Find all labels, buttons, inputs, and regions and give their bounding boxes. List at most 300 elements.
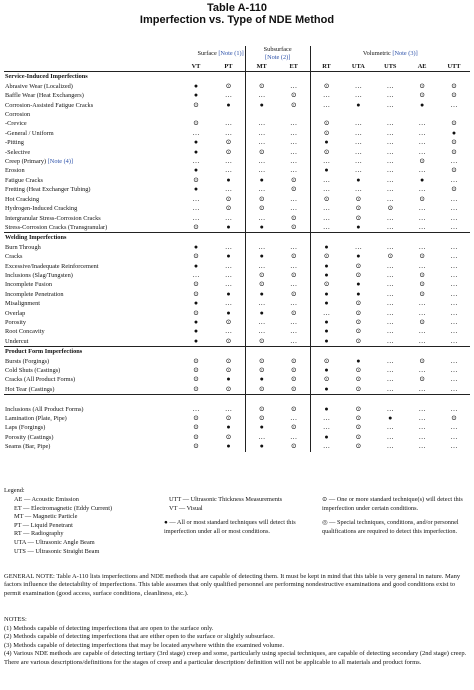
- cell-mt: ●: [245, 101, 278, 110]
- row-label-text: Stress-Corrosion Cracks (Transgranular): [5, 223, 108, 231]
- section-spacer: [374, 72, 406, 82]
- cell-mt: …: [245, 433, 278, 442]
- cell-ae: …: [418, 147, 426, 156]
- cell-uta: ⊙: [355, 336, 362, 345]
- cell-et: ⊙: [290, 442, 297, 451]
- row-label-text: Abrasive Wear (Localized): [5, 82, 73, 90]
- cell-vt: ⊙: [193, 384, 199, 393]
- cell-rt: ⊙: [310, 129, 342, 138]
- cell-utt: …: [450, 280, 458, 289]
- cell-ae: …: [418, 138, 426, 147]
- cell-uts: …: [386, 175, 394, 184]
- cell-uta: ⊙: [355, 432, 362, 441]
- row-label: [4, 385, 180, 395]
- cell-utt: ●: [451, 128, 457, 137]
- cell-vt: ⊙: [193, 308, 199, 317]
- row-label-text: Undercut: [5, 337, 29, 345]
- cell-vt: ⊙: [193, 375, 199, 384]
- row-label-text: Inclusions (All Product Forms): [5, 405, 84, 413]
- notes-list: [4, 625, 470, 667]
- cell-uts: …: [386, 384, 394, 393]
- cell-utt: …: [450, 222, 458, 231]
- cell-ae: …: [418, 432, 426, 441]
- section-spacer: [374, 395, 406, 405]
- row-note: [Note (4)]: [47, 158, 74, 166]
- cell-utt: ⊙: [451, 147, 457, 156]
- cell-et: ⊙: [290, 308, 297, 317]
- cell-et: …: [290, 157, 298, 166]
- table-row: [4, 337, 470, 347]
- row-label: [4, 299, 180, 308]
- table-row: [4, 148, 470, 157]
- cell-rt: ●: [310, 318, 342, 327]
- legend-item: ET — Electromagnetic (Eddy Current): [14, 504, 113, 512]
- general-note: GENERAL NOTE: Table A-110 lists imperfections and NDE methods that are capable of detecting them. It must be kept in mind that this table is very general in nature. Many factors influence the detectability of imperfections. This table assumes that only qualified personnel are performing nondestructive examinations and good conditions exist to permit examination (good access, surface conditions, cleanliness, etc.).: [4, 573, 461, 597]
- legend-item: RT — Radiography: [14, 530, 64, 538]
- cell-rt: ●: [310, 138, 342, 147]
- cell-et: …: [290, 336, 298, 345]
- cell-uts: …: [386, 442, 394, 451]
- cell-uta: ●: [356, 252, 361, 261]
- section-spacer: [342, 72, 374, 82]
- cell-ae: ⊙: [419, 270, 426, 279]
- row-label-text: Cold Shuts (Castings): [5, 367, 61, 374]
- cell-vt: …: [192, 213, 200, 222]
- row-label: [4, 357, 180, 366]
- cell-pt: ●: [226, 175, 231, 184]
- cell-vt: …: [192, 128, 200, 137]
- table-row: [4, 442, 470, 451]
- row-label: [4, 157, 180, 166]
- cell-ae: …: [418, 404, 426, 413]
- header-spacer: [4, 62, 180, 72]
- legend-filled: ● — All or most standard techniques will detect this imperfection under all or most conditions.: [164, 519, 296, 535]
- note-item: (2) Methods capable of detecting imperfections that are either open to the surface or slightly subsurface.: [4, 633, 275, 641]
- cell-et: …: [290, 299, 298, 308]
- note-item: (3) Methods capable of detecting imperfections that may be located anywhere within the examined volume.: [4, 641, 284, 649]
- cell-ae: …: [418, 222, 426, 231]
- cell-et: …: [290, 414, 298, 423]
- section-title: [4, 395, 180, 405]
- cell-mt: ⊙: [245, 385, 278, 395]
- cell-uta: ●: [356, 100, 361, 109]
- section-title: Product Form Imperfections: [4, 347, 180, 357]
- cell-ae: ⊙: [419, 375, 426, 384]
- table-row: [4, 433, 470, 442]
- cell-uts: …: [386, 242, 394, 251]
- cell-mt: ●: [245, 290, 278, 299]
- cell-rt: ⊙: [310, 148, 342, 157]
- cell-uta: ⊙: [355, 308, 362, 317]
- cell-uts: …: [386, 299, 394, 308]
- section-title: Service-Induced Imperfections: [4, 72, 180, 82]
- cell-mt: ⊙: [245, 204, 278, 213]
- cell-pt: …: [224, 185, 232, 194]
- notes-heading: NOTES:: [4, 616, 27, 623]
- column-header-uts: UTS: [384, 63, 397, 70]
- cell-rt: …: [310, 157, 342, 166]
- cell-vt: ●: [193, 185, 199, 194]
- cell-utt: …: [450, 242, 458, 251]
- legend-item: UTT — Ultrasonic Thickness Measurements: [169, 496, 283, 503]
- row-label: [4, 176, 180, 185]
- cell-mt: ⊙: [245, 195, 278, 204]
- cell-pt: ⊙: [225, 336, 232, 345]
- row-label-text: Fretting (Heat Exchanger Tubing): [5, 186, 91, 194]
- row-label: [4, 290, 180, 299]
- cell-rt: ●: [310, 337, 342, 347]
- cell-uta: ⊙: [355, 299, 362, 308]
- cell-rt: …: [310, 204, 342, 213]
- cell-rt: …: [310, 309, 342, 318]
- cell-et: [278, 110, 310, 119]
- row-label-text: Misalignment: [5, 300, 40, 308]
- cell-rt: [310, 110, 342, 119]
- cell-uta: ⊙: [355, 414, 362, 423]
- cell-uts: …: [386, 194, 394, 203]
- row-label: [4, 375, 180, 384]
- cell-ae: ⊙: [419, 91, 426, 100]
- cell-et: ⊙: [290, 384, 297, 393]
- cell-ae: …: [418, 185, 426, 194]
- table-row: [4, 405, 470, 414]
- cell-utt: …: [450, 432, 458, 441]
- cell-rt: …: [310, 442, 342, 451]
- cell-ae: …: [418, 299, 426, 308]
- cell-vt: …: [192, 157, 200, 166]
- cell-et: ⊙: [290, 213, 297, 222]
- cell-utt: …: [450, 308, 458, 317]
- cell-uta: ●: [356, 289, 361, 298]
- cell-rt: …: [310, 91, 342, 100]
- cell-uta: [342, 110, 374, 119]
- cell-rt: …: [310, 176, 342, 185]
- row-label: [4, 166, 180, 175]
- cell-vt: ⊙: [193, 356, 199, 365]
- cell-pt: …: [224, 242, 232, 251]
- row-label-text: Baffle Wear (Heat Exchangers): [5, 92, 84, 100]
- cell-uts: …: [386, 166, 394, 175]
- cell-ae: …: [418, 242, 426, 251]
- cell-vt: ●: [193, 91, 199, 100]
- cell-ae: …: [418, 423, 426, 432]
- row-label: [4, 262, 180, 271]
- cell-utt: …: [450, 404, 458, 413]
- section-spacer: [374, 233, 406, 243]
- cell-uta: ●: [356, 222, 361, 231]
- cell-pt: ⊙: [225, 432, 232, 441]
- cell-vt: ●: [193, 138, 199, 147]
- row-label: [4, 423, 180, 432]
- cell-pt: ⊙: [225, 414, 232, 423]
- cell-ae: …: [418, 166, 426, 175]
- cell-pt: ⊙: [225, 366, 232, 374]
- table-row: [4, 243, 470, 252]
- cell-et: …: [290, 261, 298, 270]
- table-row: [4, 327, 470, 336]
- row-label-text: Erosion: [5, 167, 25, 175]
- table-row: [4, 299, 470, 308]
- row-label: [4, 91, 180, 100]
- cell-ae: …: [418, 204, 426, 213]
- row-label-text: Hydrogen-Induced Cracking: [5, 205, 78, 213]
- cell-rt: ●: [310, 299, 342, 308]
- column-header-pt: PT: [224, 63, 233, 70]
- cell-uts: ●: [388, 414, 393, 423]
- cell-pt: ●: [226, 100, 231, 109]
- column-header-uta: UTA: [351, 63, 365, 70]
- cell-utt: …: [450, 289, 458, 298]
- cell-ae: ⊙: [419, 194, 426, 203]
- row-label: [4, 243, 180, 252]
- cell-ae: …: [418, 128, 426, 137]
- cell-ae: ⊙: [419, 81, 426, 90]
- cell-uta: …: [354, 242, 362, 251]
- row-label: [4, 405, 180, 414]
- header-spacer: [4, 46, 180, 62]
- cell-pt: [212, 110, 245, 119]
- row-label: [4, 138, 180, 147]
- table-row: [4, 318, 470, 327]
- cell-utt: …: [450, 384, 458, 393]
- cell-et: ⊙: [290, 175, 297, 184]
- cell-mt: ⊙: [245, 414, 278, 423]
- cell-mt: ●: [245, 442, 278, 451]
- cell-utt: ⊙: [451, 185, 457, 194]
- cell-utt: …: [450, 157, 458, 166]
- cell-ae: ⊙: [419, 157, 426, 166]
- cell-ae: …: [418, 213, 426, 222]
- table-row: [4, 223, 470, 233]
- section-spacer: [342, 395, 374, 405]
- row-label-text: Hot Tear (Castings): [5, 385, 55, 393]
- cell-ae: ⊙: [419, 317, 426, 326]
- cell-pt: …: [224, 404, 232, 413]
- row-label: [4, 148, 180, 157]
- row-label-text: Excessive/Inadequate Reinforcement: [5, 262, 99, 270]
- legend-item: VT — Visual: [169, 504, 203, 512]
- cell-pt: …: [224, 327, 232, 336]
- cell-utt: …: [450, 375, 458, 384]
- row-label: [4, 442, 180, 451]
- cell-uta: ⊙: [355, 270, 362, 279]
- cell-utt: …: [450, 270, 458, 279]
- row-label: [4, 195, 180, 204]
- table-row: [4, 214, 470, 223]
- table-row: [4, 280, 470, 289]
- cell-mt: …: [245, 185, 278, 194]
- cell-pt: ⊙: [225, 147, 232, 156]
- cell-mt: ⊙: [245, 337, 278, 347]
- cell-pt: ⊙: [225, 194, 232, 203]
- cell-utt: ⊙: [451, 166, 457, 175]
- cell-vt: ⊙: [193, 366, 199, 374]
- cell-rt: ●: [310, 271, 342, 280]
- table-row: [4, 195, 470, 204]
- cell-pt: ⊙: [225, 138, 232, 147]
- group-surface-label: Surface: [197, 50, 219, 58]
- cell-pt: …: [224, 213, 232, 222]
- cell-et: …: [290, 147, 298, 156]
- table-row: [4, 357, 470, 366]
- cell-ae: …: [418, 261, 426, 270]
- cell-et: ⊙: [290, 404, 297, 413]
- section-spacer: [278, 347, 310, 357]
- cell-uta: …: [354, 138, 362, 147]
- cell-uts: …: [386, 336, 394, 345]
- cell-utt: …: [450, 327, 458, 336]
- cell-vt: ●: [193, 166, 199, 175]
- cell-pt: ⊙: [225, 204, 232, 213]
- cell-uta: ⊙: [355, 366, 362, 374]
- section-spacer: [310, 395, 342, 405]
- cell-mt: ⊙: [245, 405, 278, 414]
- column-header-utt: UTT: [447, 63, 461, 70]
- row-label: [4, 252, 180, 261]
- section-spacer: [212, 72, 245, 82]
- cell-pt: ●: [226, 252, 231, 261]
- table-row: [4, 366, 470, 375]
- cell-vt: ●: [193, 81, 199, 90]
- cell-uta: …: [354, 185, 362, 194]
- table-row: [4, 262, 470, 271]
- cell-et: …: [290, 317, 298, 326]
- cell-uts: [374, 110, 406, 119]
- section-spacer: [180, 347, 213, 357]
- table-row: [4, 110, 470, 119]
- cell-uta: …: [354, 119, 362, 128]
- section-spacer: [212, 233, 245, 243]
- row-label-text: Lamination (Plate, Pipe): [5, 415, 67, 423]
- cell-et: …: [290, 432, 298, 441]
- cell-et: …: [290, 128, 298, 137]
- row-label: [4, 271, 180, 280]
- cell-rt: ⊙: [310, 82, 342, 91]
- cell-utt: …: [450, 356, 458, 365]
- section-spacer: [438, 233, 470, 243]
- legend-abbrev-list-2: [169, 496, 282, 513]
- cell-vt: ⊙: [193, 289, 199, 298]
- cell-et: …: [290, 327, 298, 336]
- section-spacer: [438, 395, 470, 405]
- cell-vt: ●: [193, 317, 199, 326]
- section-spacer: [245, 395, 278, 405]
- cell-uts: …: [386, 308, 394, 317]
- row-label-text: Root Concavity: [5, 328, 45, 336]
- cell-mt: …: [245, 166, 278, 175]
- cell-pt: ●: [226, 289, 231, 298]
- row-label-text: Intergranular Stress-Corrosion Cracks: [5, 214, 101, 222]
- row-label-text: Seams (Bar, Pipe): [5, 443, 51, 451]
- cell-uts: …: [386, 157, 394, 166]
- legend-dot: ⊙ — One or more standard technique(s) will detect this imperfection under certain conditions.: [322, 496, 463, 512]
- cell-uts: …: [386, 128, 394, 137]
- row-label-text: Cracks: [5, 253, 23, 261]
- table-row: [4, 91, 470, 100]
- row-label-text: Burn Through: [5, 243, 41, 251]
- cell-mt: ●: [245, 309, 278, 318]
- cell-vt: …: [192, 204, 200, 213]
- column-header-vt: VT: [191, 63, 201, 70]
- cell-uta: ⊙: [355, 261, 362, 270]
- cell-utt: …: [450, 336, 458, 345]
- table-row: [4, 166, 470, 175]
- legend-item: UTA — Ultrasonic Angle Beam: [14, 538, 95, 546]
- row-label: [4, 110, 180, 119]
- cell-vt: ●: [193, 261, 199, 270]
- section-spacer: [245, 347, 278, 357]
- cell-ae: ⊙: [419, 356, 426, 365]
- cell-et: ⊙: [290, 91, 297, 100]
- cell-pt: …: [224, 128, 232, 137]
- row-label: [4, 318, 180, 327]
- cell-uta: ⊙: [355, 384, 362, 393]
- cell-ae: …: [418, 414, 426, 423]
- group-surface-note: [Note (1)]: [218, 50, 244, 58]
- column-header-et: ET: [289, 63, 298, 70]
- cell-utt: ⊙: [451, 138, 457, 147]
- cell-pt: …: [224, 91, 232, 100]
- section-spacer: [406, 233, 438, 243]
- cell-utt: …: [450, 317, 458, 326]
- table-row: [4, 423, 470, 432]
- cell-vt: ⊙: [193, 414, 199, 423]
- legend-heading: Legend:: [4, 487, 25, 494]
- cell-rt: …: [310, 223, 342, 233]
- note-item: (4) Various NDE methods are capable of detecting tertiary (3rd stage) creep and some, particularly using special techniques, are capable of detecting secondary (2nd stage) creep. There are various descriptions/definitions for the stages of creep and a particular description/ definition will not be applicable to all materials and product forms.: [4, 650, 467, 666]
- cell-pt: …: [224, 270, 232, 279]
- row-label-text: Corrosion: [5, 111, 31, 119]
- group-volumetric: [310, 46, 470, 62]
- cell-vt: ●: [193, 327, 199, 336]
- table-row: [4, 138, 470, 147]
- row-label-text: Bursts (Forgings): [5, 357, 50, 365]
- row-label: [4, 414, 180, 423]
- cell-pt: ⊙: [225, 356, 232, 365]
- cell-vt: ⊙: [193, 100, 199, 109]
- cell-pt: …: [224, 119, 232, 128]
- group-volumetric-note: [Note (3)]: [392, 50, 418, 58]
- table-row: [4, 385, 470, 395]
- cell-rt: …: [310, 101, 342, 110]
- legend-item: PT — Liquid Penetrant: [14, 521, 73, 529]
- cell-rt: ●: [310, 405, 342, 414]
- cell-vt: …: [192, 404, 200, 413]
- cell-pt: …: [224, 261, 232, 270]
- section-spacer: [180, 395, 213, 405]
- cell-pt: ●: [226, 375, 231, 384]
- cell-mt: …: [245, 91, 278, 100]
- section-spacer: [406, 395, 438, 405]
- row-label: [4, 337, 180, 347]
- group-subsurface-note: [Note (2)]: [264, 54, 291, 61]
- legend-item: AE — Acoustic Emission: [14, 496, 79, 503]
- cell-utt: …: [450, 175, 458, 184]
- section-spacer: [438, 347, 470, 357]
- row-label-text: Fatigue Cracks: [5, 176, 43, 184]
- cell-uta: ⊙: [355, 317, 362, 326]
- cell-utt: …: [450, 442, 458, 451]
- cell-rt: ●: [310, 385, 342, 395]
- cell-vt: ⊙: [193, 252, 199, 261]
- cell-ae: …: [418, 442, 426, 451]
- cell-utt: …: [450, 204, 458, 213]
- cell-utt: ⊙: [451, 119, 457, 128]
- cell-utt: …: [450, 366, 458, 374]
- table-row: [4, 414, 470, 423]
- cell-uts: …: [386, 280, 394, 289]
- legend-item: MT — Magnetic Particle: [14, 513, 78, 521]
